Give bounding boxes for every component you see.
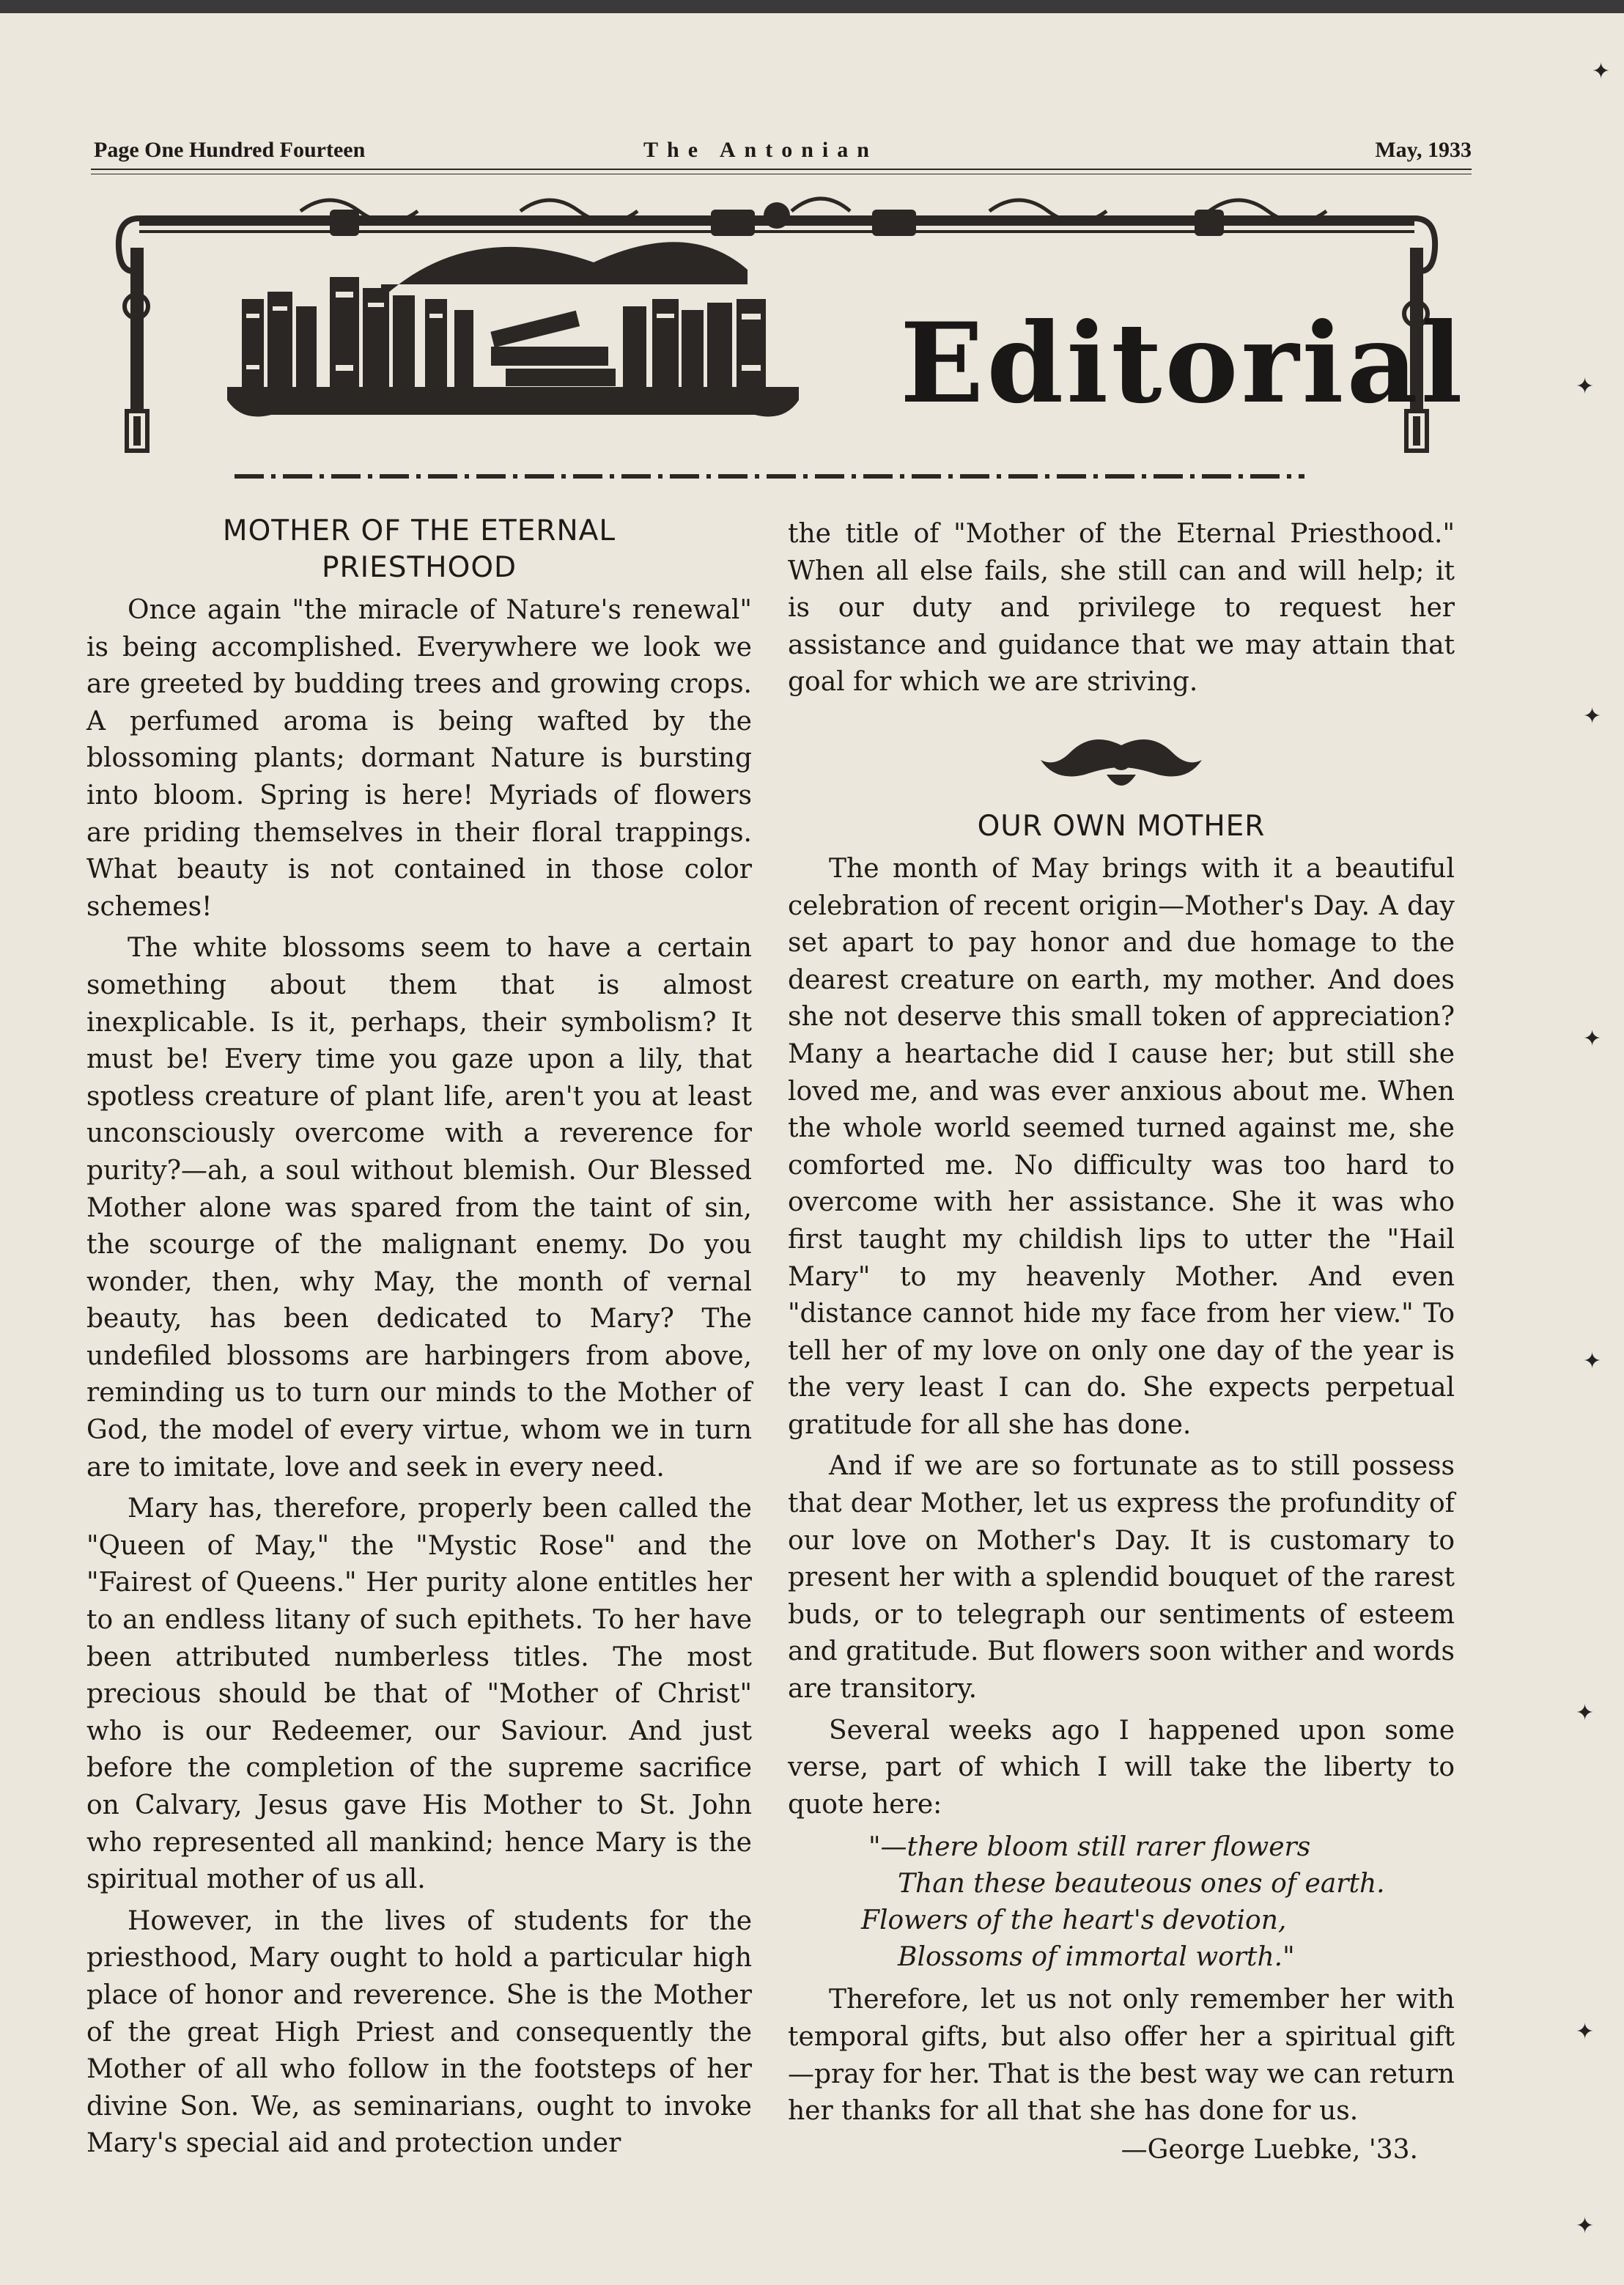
article1-paragraph-3: Mary has, therefore, properly been called the "Queen of May," the "Mystic Rose" and the "Fairest of Queens." Her purity alone entitles her to an endless litany of such epithets. To her have been attributed numberless titles. The most precious should be that of "Mother of Christ" who is our Redeemer, our Saviour. And just before the completion of the supreme sacrifice on Calvary, Jesus gave His Mother to St. John who represented all mankind; hence Mary is the spiritual mother of us all.: [86, 1494, 752, 1895]
verse-line-1: "—there bloom still rarer flowers: [868, 1832, 1311, 1863]
article1-paragraph-2: The white blossoms seem to have a certain something about them that is almost inexplicable. Is it, perhaps, their symbolism? It must be! Every time you gaze upon a lily, that spotless creature of plant life, aren't you at least unconsciously overcome with a reverence for purity?—ah, a soul without blemish. Our Blessed Mother alone was spared from the taint of sin, the scourge of the malignant enemy. Do you wonder, then, why May, the month of vernal beauty, has been dedicated to Mary? The undefiled blossoms are harbingers from above, reminding us to turn our minds to the Mother of God, the model of every virtue, whom we in turn are to imitate, love and seek in every need.: [86, 933, 752, 1483]
publication-title: The Antonian: [643, 138, 878, 162]
article1-title-line2: PRIESTHOOD: [321, 551, 517, 584]
verse-line-4: Blossoms of immortal worth.": [898, 1942, 1295, 1973]
issue-date: May, 1933: [1375, 138, 1472, 162]
article1-paragraph-4: However, in the lives of students for the priesthood, Mary ought to hold a particular high place of honor and reverence. She is the Mother of the great High Priest and consequently the Mother of all who follow in the footsteps of her divine Son. We, as seminarians, ought to invoke Mary's special aid and protection under: [86, 1905, 752, 2159]
editorial-title: Editorial: [900, 299, 1466, 428]
verse-line-2: Than these beauteous ones of earth.: [898, 1869, 1385, 1900]
author-signature: —George Luebke, '33.: [1121, 2134, 1418, 2165]
header-rule: [91, 169, 1472, 170]
editorial-banner: [110, 189, 1466, 490]
margin-mark: ✦: [1576, 374, 1595, 399]
margin-mark: ✦: [1583, 1348, 1602, 1374]
margin-mark: ✦: [1583, 1026, 1602, 1052]
floral-ornament-icon: [1033, 731, 1209, 797]
article2-paragraph-2: And if we are so fortunate as to still possess that dear Mother, let us express the profundity of our love on Mother's Day. It is customary to present her with a splendid bouquet of the rarest buds, or to telegraph our sentiments of esteem and gratitude. But flowers soon wither and words are transitory.: [788, 1451, 1455, 1705]
margin-mark: ✦: [1576, 2019, 1595, 2045]
margin-mark: ✦: [1592, 59, 1611, 84]
page-number: Page One Hundred Fourteen: [94, 138, 366, 162]
article1-paragraph-5: the title of "Mother of the Eternal Priesthood." When all else fails, she still can and will help; it is our duty and privilege to request her assistance and guidance that we may attain that goal for which we are striving.: [788, 519, 1455, 698]
margin-mark: ✦: [1576, 1700, 1595, 1726]
article2-paragraph-1: The month of May brings with it a beautiful celebration of recent origin—Mother's Day. A day set apart to pay honor and due homage to the dearest creature on earth, my mother. And does she not deserve this small token of appreciation? Many a heartache did I cause her; but still she loved me, and was ever anxious about me. When the whole world seemed turned against me, she comforted me. No difficulty was too hard to overcome with her assistance. She it was who first taught my childish lips to utter the "Hail Mary" to my heavenly Mother. And even "distance cannot hide my face from her view." To tell her of my love on only one day of the year is the very least I can do. She expects perpetual gratitude for all she has done.: [788, 853, 1455, 1440]
right-column: [788, 516, 1455, 2168]
article2-paragraph-3: Several weeks ago I happened upon some verse, part of which I will take the liberty to quote here:: [788, 1715, 1455, 1820]
top-edge: [0, 0, 1624, 13]
article1-paragraph-1: Once again "the miracle of Nature's renewal" is being accomplished. Everywhere we look we are greeted by budding trees and growing crops. A perfumed aroma is being wafted by the blossoming plants; dormant Nature is bursting into bloom. Spring is here! Myriads of flowers are priding themselves in their floral trappings. What beauty is not contained in those color schemes!: [86, 595, 752, 922]
margin-mark: ✦: [1576, 2213, 1595, 2239]
left-column: [86, 513, 752, 2163]
quoted-verse: [788, 1829, 1455, 1976]
bookshelf-icon: [227, 242, 799, 416]
verse-line-3: Flowers of the heart's devotion,: [861, 1905, 1287, 1936]
article2-paragraph-4: Therefore, let us not only remember her with temporal gifts, but also offer her a spiritual gift —pray for her. That is the best way we can return her thanks for all that she has done for us.: [788, 1985, 1455, 2127]
article2-title: OUR OWN MOTHER: [977, 809, 1266, 843]
running-header: [94, 138, 1472, 170]
article1-title-line1: MOTHER OF THE ETERNAL: [222, 514, 616, 547]
margin-mark: ✦: [1583, 704, 1602, 729]
